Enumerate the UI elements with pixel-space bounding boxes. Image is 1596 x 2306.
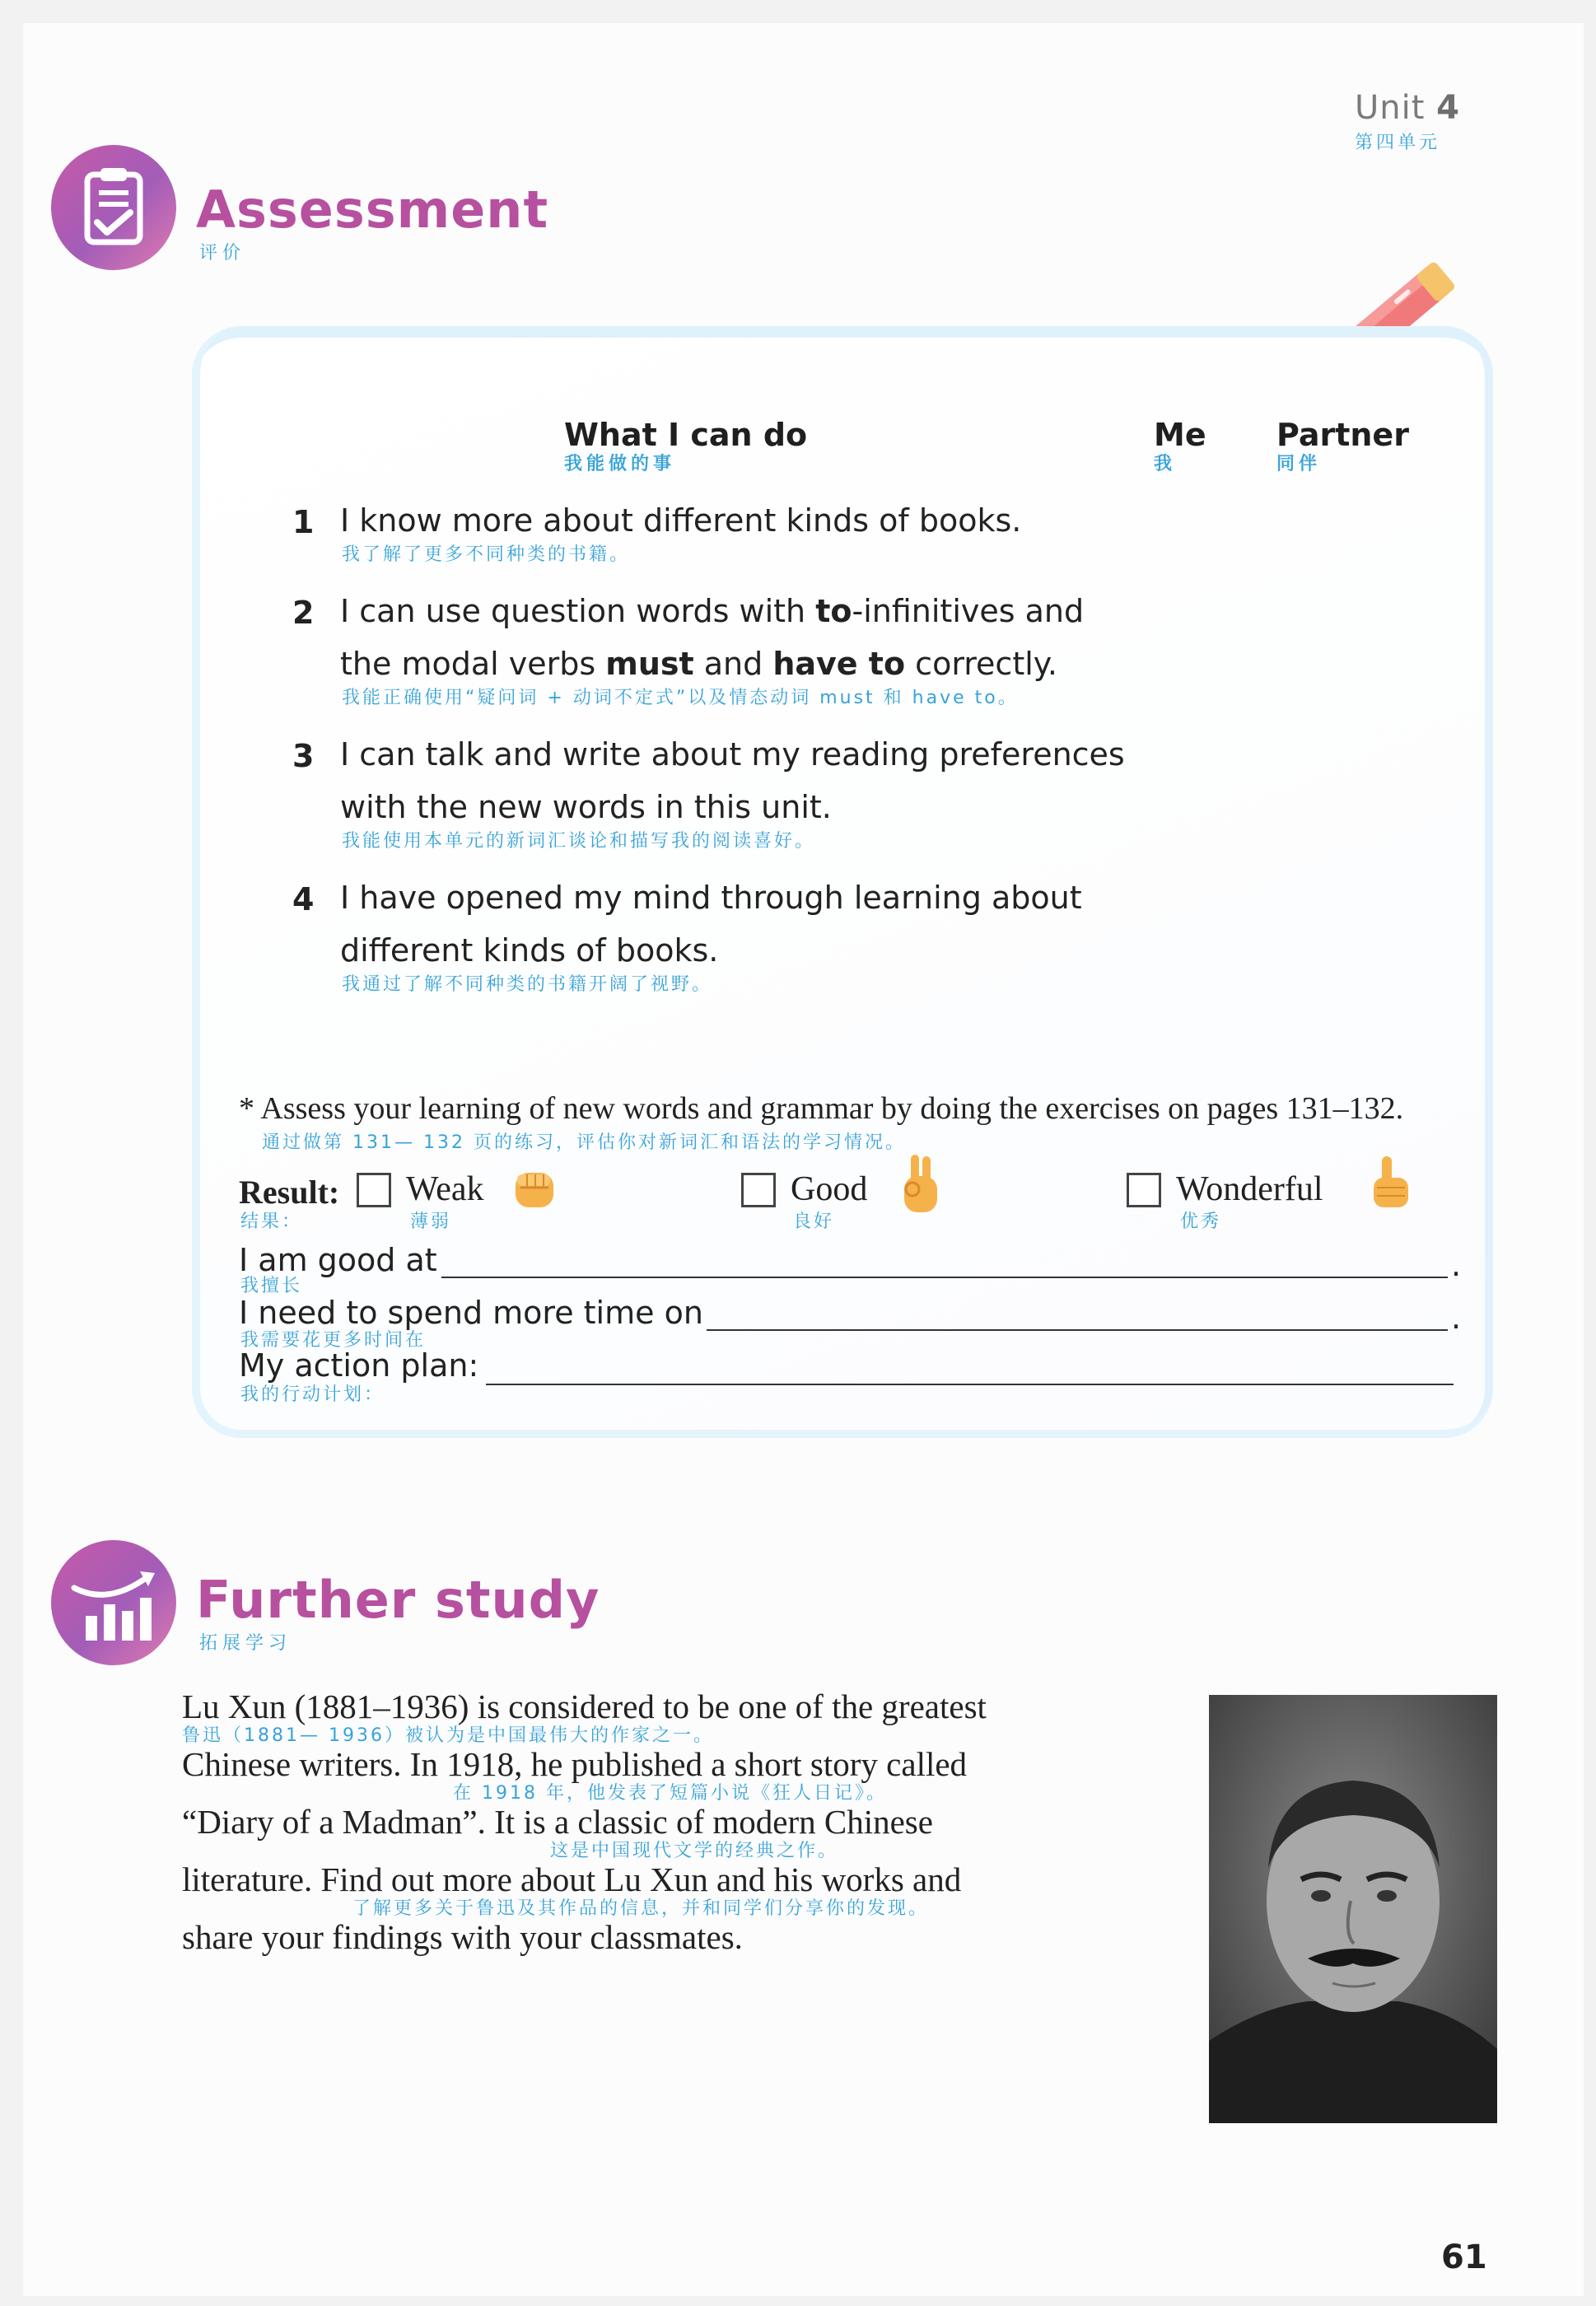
good-at-field[interactable] <box>441 1277 1448 1278</box>
action-plan-field[interactable] <box>486 1384 1454 1385</box>
unit-label: Unit <box>1355 89 1426 127</box>
need-more-field[interactable] <box>707 1329 1448 1331</box>
thumbs-up-icon <box>1365 1153 1416 1214</box>
weak-label: Weak <box>406 1170 484 1208</box>
further-zh-3: 这是中国现代文学的经典之作。 <box>550 1841 839 1861</box>
fist-hand-icon <box>509 1160 560 1221</box>
unit-label-zh: 第四单元 <box>1355 133 1441 153</box>
col-partner-zh: 同伴 <box>1276 454 1322 474</box>
further-study-title-zh: 拓展学习 <box>199 1633 292 1654</box>
good-label: Good <box>791 1170 868 1208</box>
weak-checkbox[interactable] <box>357 1173 391 1207</box>
further-line-4: literature. Find out more about Lu Xun and his works and <box>182 1860 962 1898</box>
action-plan-row: My action plan: <box>239 1347 479 1384</box>
further-zh-2: 在 1918 年，他发表了短篇小说《狂人日记》。 <box>453 1783 887 1804</box>
clipboard-check-icon <box>51 145 176 270</box>
result-label: Result: <box>239 1174 340 1211</box>
assess-note-zh: 通过做第 131— 132 页的练习，评估你对新词汇和语法的学习情况。 <box>262 1132 906 1153</box>
result-label-zh: 结果： <box>240 1211 303 1232</box>
page-number: 61 <box>1441 2238 1487 2276</box>
ok-hand-icon <box>894 1151 945 1212</box>
lu-xun-portrait <box>1209 1695 1497 2123</box>
further-line-1: Lu Xun (1881–1936) is considered to be one of the greatest <box>182 1687 987 1725</box>
good-checkbox[interactable] <box>741 1173 776 1207</box>
assessment-title: Assessment <box>196 180 549 240</box>
further-line-3: “Diary of a Madman”. It is a classic of modern Chinese <box>182 1803 933 1841</box>
textbook-page: Unit 4 第四单元 Assessment 评价 What I can do 我能做的事 Me 我 Partner 同伴 1 I know more about different kinds of books. 我了解了更多不同种类的书籍。 2 I can use question words with to-infinitives and the modal verbs must and have to correctly. 我能正确使用“疑问词 + 动词不定式”以及情态动词 must 和 have to。 3 I can talk and write about my reading preferences with the new words in this unit. 我能使用本单元的新词汇谈论和描写我的阅读喜好。 4 I have opened my mind through learning about different kinds of books. 我通过了解不同种类的书籍开阔了视野。 * Assess your learning of new words and grammar by doing the exercises on pages 131–132. 通过做第 131— 132 页的练习，评估你对新词汇和语法的学习情况。 Result: 结果： Weak 薄弱 Good 良好 Wonderful 优秀 I am good at 我擅长 . I need to spend more time on 我需要花更多时间在 . My action plan: 我的行动计划： Further study 拓展学习 Lu Xun (1881–1936) is considered to be one of the greatest 鲁迅（1881— 1936）被认为是中国最伟大的作家之一。 Chinese writers. In 1918, he published a short story called 在 1918 年，他发表了短篇小说《狂人日记》。 “Diary of a Madman”. It is a classic of modern Chinese 这是中国现代文学的经典之作。 literature. Find out more about Lu Xun and his works and 了解更多关于鲁迅及其作品的信息，并和同学们分享你的发现。 share your findings with your classmates. 61 <box>23 23 1584 2296</box>
assessment-title-zh: 评价 <box>199 243 246 264</box>
further-zh-4: 了解更多关于鲁迅及其作品的信息，并和同学们分享你的发现。 <box>352 1898 930 1919</box>
bar-chart-growth-icon <box>51 1540 176 1665</box>
col-what-zh: 我能做的事 <box>564 454 676 474</box>
col-what-i-can-do: What I can do <box>564 417 808 453</box>
good-at-row: I am good at <box>239 1242 437 1278</box>
unit-header <box>1355 89 1460 154</box>
need-more-row: I need to spend more time on <box>239 1295 703 1331</box>
col-partner: Partner <box>1276 417 1409 453</box>
wonderful-checkbox[interactable] <box>1127 1173 1161 1207</box>
further-zh-1: 鲁迅（1881— 1936）被认为是中国最伟大的作家之一。 <box>182 1725 714 1746</box>
assess-note: * Assess your learning of new words and grammar by doing the exercises on pages 131–132. <box>239 1091 1404 1126</box>
further-study-title: Further study <box>196 1570 600 1630</box>
wonderful-label: Wonderful <box>1176 1170 1323 1208</box>
further-line-2: Chinese writers. In 1918, he published a short story called <box>182 1745 968 1783</box>
further-line-5: share your findings with your classmates. <box>182 1918 743 1956</box>
col-me: Me <box>1154 417 1206 453</box>
col-me-zh: 我 <box>1154 454 1177 474</box>
unit-number: 4 <box>1436 89 1460 127</box>
